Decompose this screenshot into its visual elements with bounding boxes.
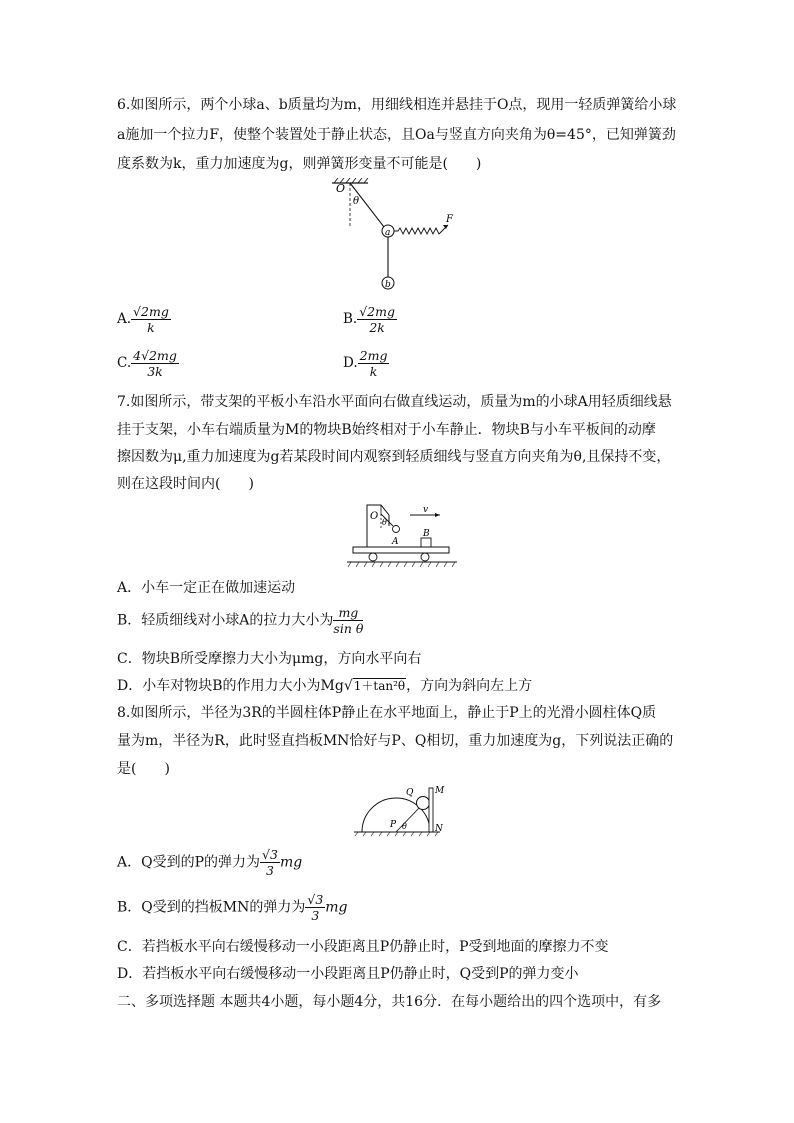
cart-board	[353, 547, 449, 553]
option-text: D．小车对物块B的作用力大小为Mg	[117, 678, 344, 694]
q7-option-c[interactable]: C．物块B所受摩擦力大小为μmg，方向水平向右	[117, 651, 422, 667]
option-letter: D.	[343, 355, 358, 371]
q7-line-4: 则在这段时间内( )	[117, 476, 254, 492]
label-A: A	[392, 537, 399, 547]
q8-line-2: 量为m，半径为R，此时竖直挡板MN恰好与P、Q相切，重力加速度为g，下列说法正确的	[117, 733, 674, 749]
board-mn	[429, 788, 433, 832]
label-a: a	[385, 228, 391, 238]
option-text: B．轻质细线对小球A的拉力大小为	[117, 612, 334, 629]
fraction-denominator: 3k	[147, 364, 163, 379]
option-fraction	[358, 348, 390, 379]
force-arrow-head	[443, 225, 448, 229]
q8-line-3: 是( )	[117, 761, 170, 777]
q8-option-d[interactable]: D．若挡板水平向右缓慢移动一小段距离且P仍静止时，Q受到P的弹力变小	[117, 966, 579, 982]
q6-figure	[320, 178, 470, 293]
option-text-end: mg	[325, 899, 348, 916]
label-theta: θ	[402, 822, 407, 831]
fraction-numerator: √2mg	[359, 304, 395, 319]
fraction-numerator: 2mg	[359, 348, 388, 363]
label-theta: θ	[382, 518, 387, 527]
label-B: B	[423, 529, 430, 539]
q7-line-2: 挂于支架，小车右端质量为M的物块B始终相对于小车静止．物块B与小车平板间的动摩	[117, 422, 656, 438]
label-N: N	[435, 824, 443, 834]
q7-option-b[interactable]	[117, 605, 363, 636]
q8-figure	[352, 782, 447, 838]
label-theta: θ	[353, 196, 360, 207]
fraction-numerator: √3	[262, 847, 278, 862]
fraction-numerator: 4√2mg	[133, 348, 177, 363]
option-fraction	[357, 304, 397, 335]
wheel-left	[369, 553, 377, 561]
fraction-numerator: √3	[307, 892, 324, 907]
fraction-denominator: 2k	[369, 320, 385, 335]
option-letter: A.	[117, 311, 132, 327]
ball-a	[393, 526, 400, 533]
option-fraction	[333, 605, 363, 636]
label-Q: Q	[406, 788, 414, 798]
fraction-numerator: mg	[333, 605, 363, 621]
spring	[394, 225, 448, 234]
q6-line-1: 6.如图所示，两个小球a、b质量均为m，用细线相连并悬挂于O点，现用一轻质弹簧给小球	[117, 97, 677, 113]
fraction-denominator: sin θ	[333, 621, 364, 636]
radicand: 1＋tan²θ	[353, 679, 406, 693]
q7-line-3: 擦因数为μ,重力加速度为g若某段时间内观察到轻质细线与竖直方向夹角为θ,且保持不变，	[117, 449, 671, 465]
fraction-denominator: k	[147, 320, 155, 335]
fraction-denominator: 3	[311, 908, 320, 923]
option-text: B．Q受到的挡板MN的弹力为	[117, 899, 306, 916]
q7-option-a[interactable]: A．小车一定正在做加速运动	[117, 580, 296, 596]
q8-line-1: 8.如图所示，半径为3R的半圆柱体P静止在水平地面上，静止于P上的光滑小圆柱体Q质	[117, 705, 657, 721]
label-O: O	[370, 511, 379, 522]
label-v: v	[423, 505, 429, 515]
section-2-heading: 二、多项选择题 本题共4小题，每小题4分，共16分．在每小题给出的四个选项中，有多	[117, 994, 662, 1010]
option-fraction	[131, 304, 171, 335]
fraction-denominator: 3	[266, 863, 274, 878]
q6-option-d[interactable]	[343, 348, 389, 379]
velocity-arrow-head	[435, 513, 440, 517]
label-O: O	[336, 182, 346, 195]
q8-option-c[interactable]: C．若挡板水平向右缓慢移动一小段距离且P仍静止时，P受到地面的摩擦力不变	[117, 939, 609, 955]
option-fraction	[131, 348, 179, 379]
q6-line-3: 度系数为k，重力加速度为g，则弹簧形变量不可能是( )	[117, 156, 482, 172]
label-M: M	[435, 786, 445, 796]
option-text: A．Q受到的P的弹力为	[117, 854, 261, 871]
option-fraction	[260, 847, 280, 878]
q7-figure	[345, 500, 460, 572]
fraction-denominator: k	[369, 364, 378, 379]
option-fraction	[305, 892, 325, 923]
block-b	[421, 538, 431, 547]
ground-hatch	[348, 562, 455, 567]
q8-option-a[interactable]	[117, 847, 302, 878]
wheel-right	[421, 553, 429, 561]
label-P: P	[390, 820, 397, 830]
q8-option-b[interactable]	[117, 892, 348, 923]
option-text-end: mg	[279, 854, 303, 871]
q6-option-a[interactable]	[117, 304, 171, 335]
q6-line-2: a施加一个拉力F，使整个装置处于静止状态，且Oa与竖直方向夹角为θ=45°，已知弹簧劲	[117, 127, 676, 143]
label-F: F	[446, 214, 453, 225]
sqrt-sign: √	[343, 678, 353, 694]
option-text-end: ，方向为斜向左上方	[406, 678, 533, 694]
q7-option-d[interactable]	[117, 676, 532, 696]
radius-line	[396, 808, 419, 832]
q7-line-1: 7.如图所示，带支架的平板小车沿水平面向右做直线运动，质量为m的小球A用轻质细线悬	[117, 394, 672, 410]
label-b: b	[385, 280, 391, 290]
ground-hatch	[355, 832, 438, 836]
option-letter: B.	[343, 311, 358, 327]
q6-option-c[interactable]	[117, 348, 179, 379]
option-letter: C.	[117, 355, 132, 371]
q6-option-b[interactable]	[343, 304, 397, 335]
cylinder-q	[417, 797, 430, 810]
fraction-numerator: √2mg	[133, 304, 169, 319]
